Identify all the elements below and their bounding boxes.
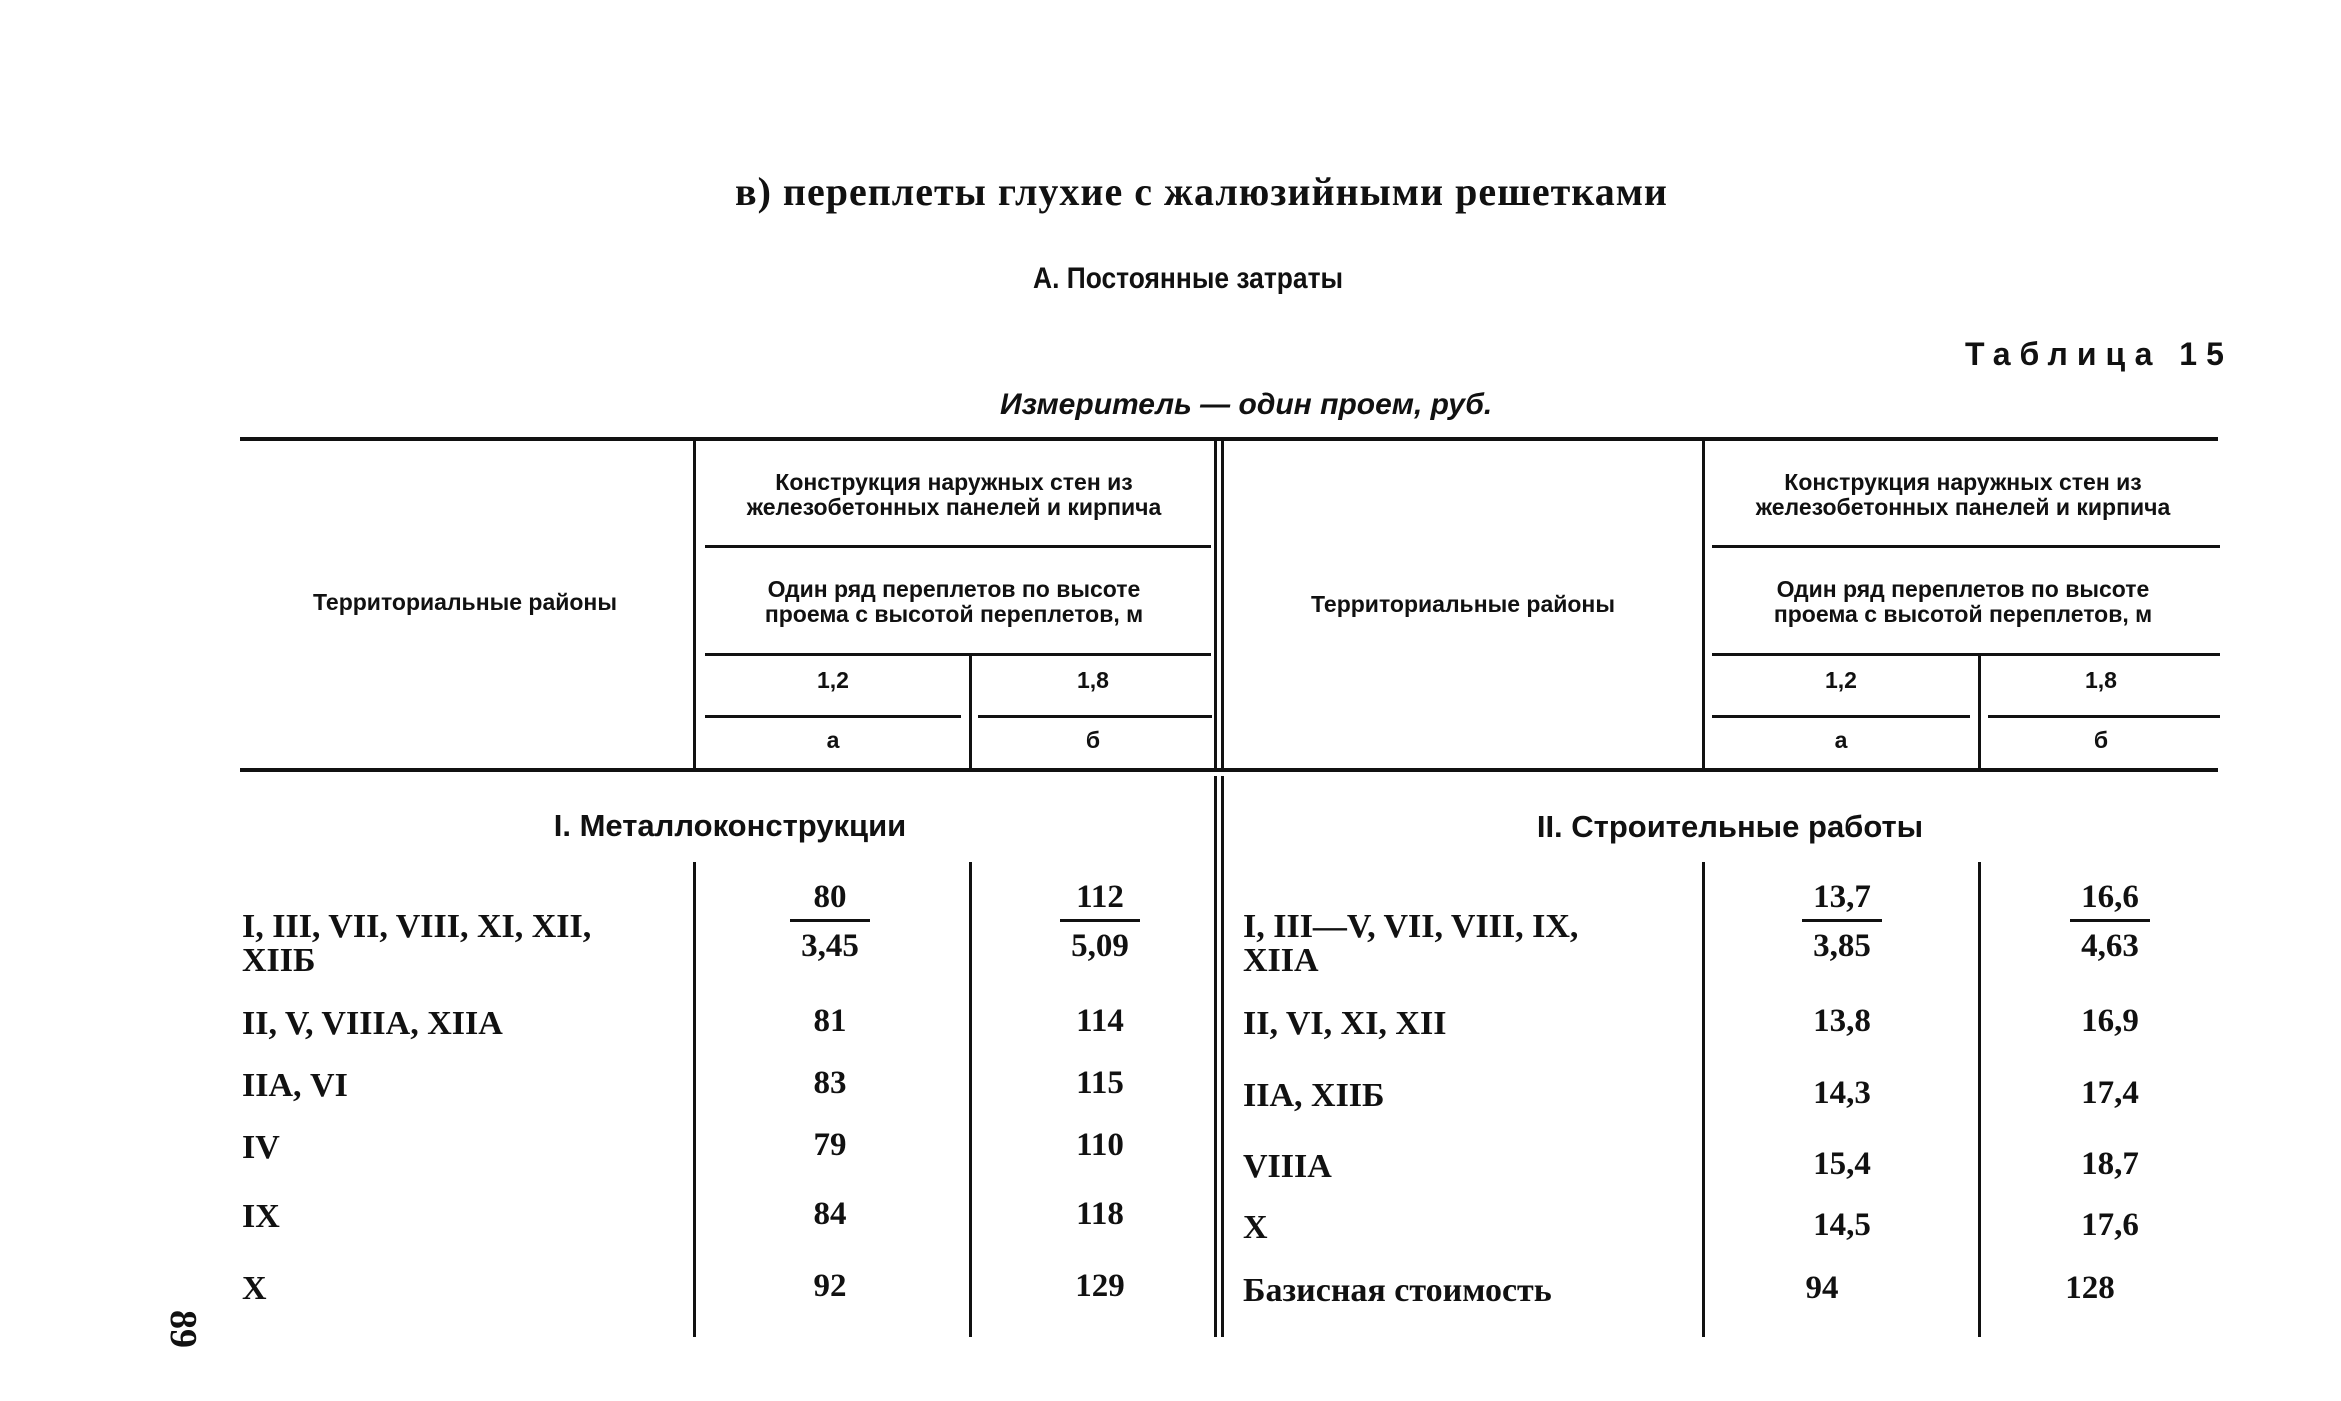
header-subrule <box>978 715 1212 718</box>
subtitle: в) переплеты глухие с жалюзийными решетками <box>735 169 1668 214</box>
left-row-2-region: II, V, VIIIА, XIIА <box>242 1005 503 1042</box>
header-rows-right: Один ряд переплетов по высоте проема с высотой переплетов, м <box>1773 576 2153 627</box>
right-row-2-b: 16,9 <box>2081 1003 2139 1039</box>
left-row-3-b: 115 <box>1076 1065 1124 1101</box>
group-title-left: I. Металлоконструкции <box>553 808 907 843</box>
left-row-5-b: 118 <box>1076 1196 1124 1232</box>
header-rows-left: Один ряд переплетов по высоте проема с высотой переплетов, м <box>764 576 1144 627</box>
header-divider <box>693 441 696 768</box>
header-subrule <box>1712 653 2220 656</box>
header-subrule <box>705 653 1211 656</box>
right-row-6-a: 94 <box>1805 1270 1839 1306</box>
left-row-5-region: IX <box>242 1198 280 1235</box>
header-subrule <box>705 545 1211 548</box>
header-letter-a-right: а <box>1834 727 1848 753</box>
header-letter-b-left: б <box>1085 727 1101 753</box>
left-row-6-a: 92 <box>813 1268 847 1304</box>
body-divider <box>1702 862 1705 1337</box>
header-subrule <box>1712 715 1970 718</box>
right-row-3-a: 14,3 <box>1813 1075 1871 1111</box>
table-top-rule <box>240 437 2218 441</box>
header-divider <box>1221 441 1224 768</box>
right-row-2-region: II, VI, XI, XII <box>1243 1005 1447 1042</box>
right-row-4-b: 18,7 <box>2081 1146 2139 1182</box>
right-row-4-a: 15,4 <box>1813 1146 1871 1182</box>
header-construction-right: Конструкция наружных стен из железобетонных панелей и кирпича <box>1755 469 2171 520</box>
section-title: А. Постоянные затраты <box>1033 262 1344 295</box>
right-row-6-region: Базисная стоимость <box>1243 1272 1552 1309</box>
header-height-a-left: 1,2 <box>817 667 849 693</box>
body-divider <box>1221 776 1224 1337</box>
header-subrule <box>1712 545 2220 548</box>
page-number: 89 <box>162 1310 204 1348</box>
header-construction-left: Конструкция наружных стен из железобетонных панелей и кирпича <box>746 469 1162 520</box>
header-height-b-left: 1,8 <box>1077 667 1109 693</box>
right-row-6-b: 128 <box>2065 1270 2115 1306</box>
right-row-4-region: VIIIА <box>1243 1148 1332 1185</box>
left-row-4-b: 110 <box>1076 1127 1124 1163</box>
header-subrule <box>705 715 961 718</box>
left-row-2-a: 81 <box>813 1003 847 1039</box>
header-divider <box>1214 441 1217 768</box>
header-height-b-right: 1,8 <box>2085 667 2117 693</box>
left-row-3-region: IIА, VI <box>242 1067 348 1104</box>
right-row-1-a: 13,7 3,85 <box>1782 877 1902 966</box>
left-row-3-a: 83 <box>813 1065 847 1101</box>
header-subrule <box>1988 715 2220 718</box>
right-row-3-region: IIА, XIIБ <box>1243 1077 1385 1114</box>
header-region-right: Территориальные районы <box>1311 591 1615 617</box>
header-letter-b-right: б <box>2093 727 2109 753</box>
right-row-5-region: X <box>1243 1209 1268 1246</box>
header-divider <box>1702 441 1705 768</box>
right-row-1-b: 16,6 4,63 <box>2050 877 2170 966</box>
table-number: Таблица 15 <box>1965 336 2233 372</box>
body-divider <box>1978 862 1981 1337</box>
right-row-3-b: 17,4 <box>2081 1075 2139 1111</box>
right-row-2-a: 13,8 <box>1813 1003 1871 1039</box>
right-row-5-a: 14,5 <box>1813 1207 1871 1243</box>
left-row-4-region: IV <box>242 1129 280 1166</box>
right-row-1-region: I, III—V, VII, VIII, IX, XIIА <box>1243 908 1579 979</box>
header-bottom-rule <box>240 768 2218 772</box>
left-row-2-b: 114 <box>1076 1003 1124 1039</box>
left-row-1-b: 112 5,09 <box>1040 877 1160 966</box>
group-title-right: II. Строительные работы <box>1536 809 1924 844</box>
left-row-6-b: 129 <box>1075 1268 1125 1304</box>
left-row-5-a: 84 <box>813 1196 847 1232</box>
header-letter-a-left: а <box>826 727 840 753</box>
header-divider <box>969 656 972 768</box>
left-row-1-region: I, III, VII, VIII, XI, XII, XIIБ <box>242 908 592 979</box>
header-height-a-right: 1,2 <box>1825 667 1857 693</box>
body-divider <box>1214 776 1217 1337</box>
left-row-6-region: X <box>242 1270 267 1307</box>
header-region-left: Территориальные районы <box>313 589 617 615</box>
left-row-1-a: 80 3,45 <box>770 877 890 966</box>
table-unit: Измеритель — один проем, руб. <box>1000 388 1493 421</box>
header-divider <box>1978 656 1981 768</box>
body-divider <box>969 862 972 1337</box>
left-row-4-a: 79 <box>813 1127 847 1163</box>
right-row-5-b: 17,6 <box>2081 1207 2139 1243</box>
body-divider <box>693 862 696 1337</box>
